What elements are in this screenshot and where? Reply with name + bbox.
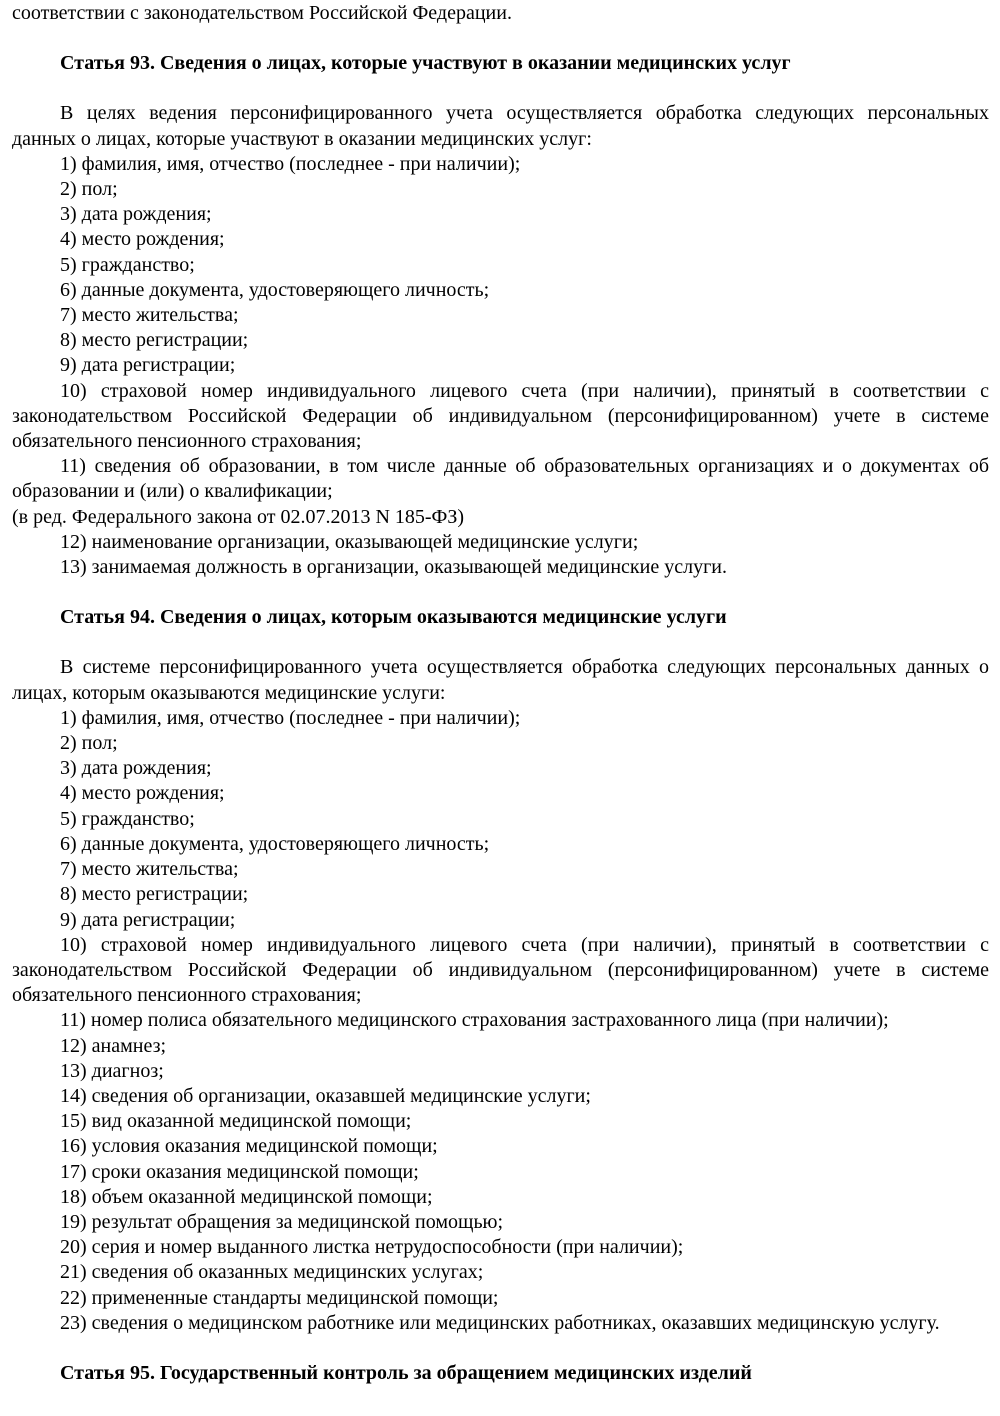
amendment-note: (в ред. Федерального закона от 02.07.2013 N 185-ФЗ) bbox=[12, 505, 465, 528]
list-item: 6) данные документа, удостоверяющего личность; bbox=[60, 832, 490, 855]
continuation-line: соответствии с законодательством Российской Федерации. bbox=[12, 2, 512, 24]
list-item: 1) фамилия, имя, отчество (последнее - при наличии); bbox=[60, 152, 521, 175]
article-93 bbox=[12, 51, 989, 580]
list-item: 7) место жительства; bbox=[60, 858, 239, 881]
list-item: 4) место рождения; bbox=[60, 228, 225, 251]
list-item: 3) дата рождения; bbox=[60, 757, 212, 780]
list-item: 1) фамилия, имя, отчество (последнее - при наличии); bbox=[60, 706, 521, 729]
list-item: 9) дата регистрации; bbox=[60, 354, 236, 377]
article-94 bbox=[12, 605, 989, 1336]
list-item: 12) анамнез; bbox=[60, 1034, 167, 1057]
article-95-heading: Статья 95. Государственный контроль за обращением медицинских изделий bbox=[60, 1361, 752, 1384]
list-item: 15) вид оказанной медицинской помощи; bbox=[60, 1110, 412, 1133]
list-item: 5) гражданство; bbox=[60, 253, 195, 276]
article-93-intro: В целях ведения персонифицированного учета осуществляется обработка следующих персональных данных о лицах, которые участвуют в оказании медицинских услуг: bbox=[12, 102, 989, 150]
list-item: 12) наименование организации, оказывающей медицинские услуги; bbox=[60, 530, 639, 553]
article-95 bbox=[12, 1361, 989, 1386]
list-item: 17) сроки оказания медицинской помощи; bbox=[60, 1160, 419, 1183]
list-item: 7) место жительства; bbox=[60, 304, 239, 327]
document-page bbox=[12, 0, 989, 1386]
list-item: 2) пол; bbox=[60, 732, 118, 755]
list-item: 4) место рождения; bbox=[60, 782, 225, 805]
list-item: 10) страховой номер индивидуального лицевого счета (при наличии), принятый в соответствии с законодательством Российской Федерации об индивидуальном (персонифицированном) учете в системе обязательного пенсионного страхования; bbox=[12, 933, 989, 1007]
list-item: 8) место регистрации; bbox=[60, 329, 249, 352]
article-94-intro: В системе персонифицированного учета осуществляется обработка следующих персональных данных о лицах, которым оказываются медицинские услуги: bbox=[12, 656, 989, 704]
list-item: 2) пол; bbox=[60, 178, 118, 201]
list-item: 5) гражданство; bbox=[60, 807, 195, 830]
list-item: 20) серия и номер выданного листка нетрудоспособности (при наличии); bbox=[60, 1236, 684, 1259]
list-item: 14) сведения об организации, оказавшей медицинские услуги; bbox=[60, 1084, 591, 1107]
list-item: 23) сведения о медицинском работнике или медицинских работниках, оказавших медицинскую услугу. bbox=[60, 1311, 940, 1334]
list-item: 3) дата рождения; bbox=[60, 203, 212, 226]
list-item: 11) сведения об образовании, в том числе данные об образовательных организациях и о документах об образовании и (или) о квалификации; bbox=[12, 455, 989, 503]
article-93-heading: Статья 93. Сведения о лицах, которые участвуют в оказании медицинских услуг bbox=[60, 52, 791, 75]
article-94-heading: Статья 94. Сведения о лицах, которым оказываются медицинские услуги bbox=[60, 606, 727, 629]
list-item: 9) дата регистрации; bbox=[60, 908, 236, 931]
list-item: 19) результат обращения за медицинской помощью; bbox=[60, 1210, 504, 1233]
list-item: 8) место регистрации; bbox=[60, 883, 249, 906]
list-item: 13) диагноз; bbox=[60, 1059, 164, 1082]
list-item: 18) объем оказанной медицинской помощи; bbox=[60, 1185, 433, 1208]
list-item: 21) сведения об оказанных медицинских услугах; bbox=[60, 1261, 484, 1284]
list-item: 10) страховой номер индивидуального лицевого счета (при наличии), принятый в соответствии с законодательством Российской Федерации об индивидуальном (персонифицированном) учете в системе обязательного пенсионного страхования; bbox=[12, 379, 989, 453]
list-item: 16) условия оказания медицинской помощи; bbox=[60, 1135, 438, 1158]
list-item: 11) номер полиса обязательного медицинского страхования застрахованного лица (при наличии); bbox=[60, 1009, 889, 1032]
list-item: 13) занимаемая должность в организации, оказывающей медицинские услуги. bbox=[60, 556, 727, 579]
list-item: 6) данные документа, удостоверяющего личность; bbox=[60, 278, 490, 301]
list-item: 22) примененные стандарты медицинской помощи; bbox=[60, 1286, 499, 1309]
